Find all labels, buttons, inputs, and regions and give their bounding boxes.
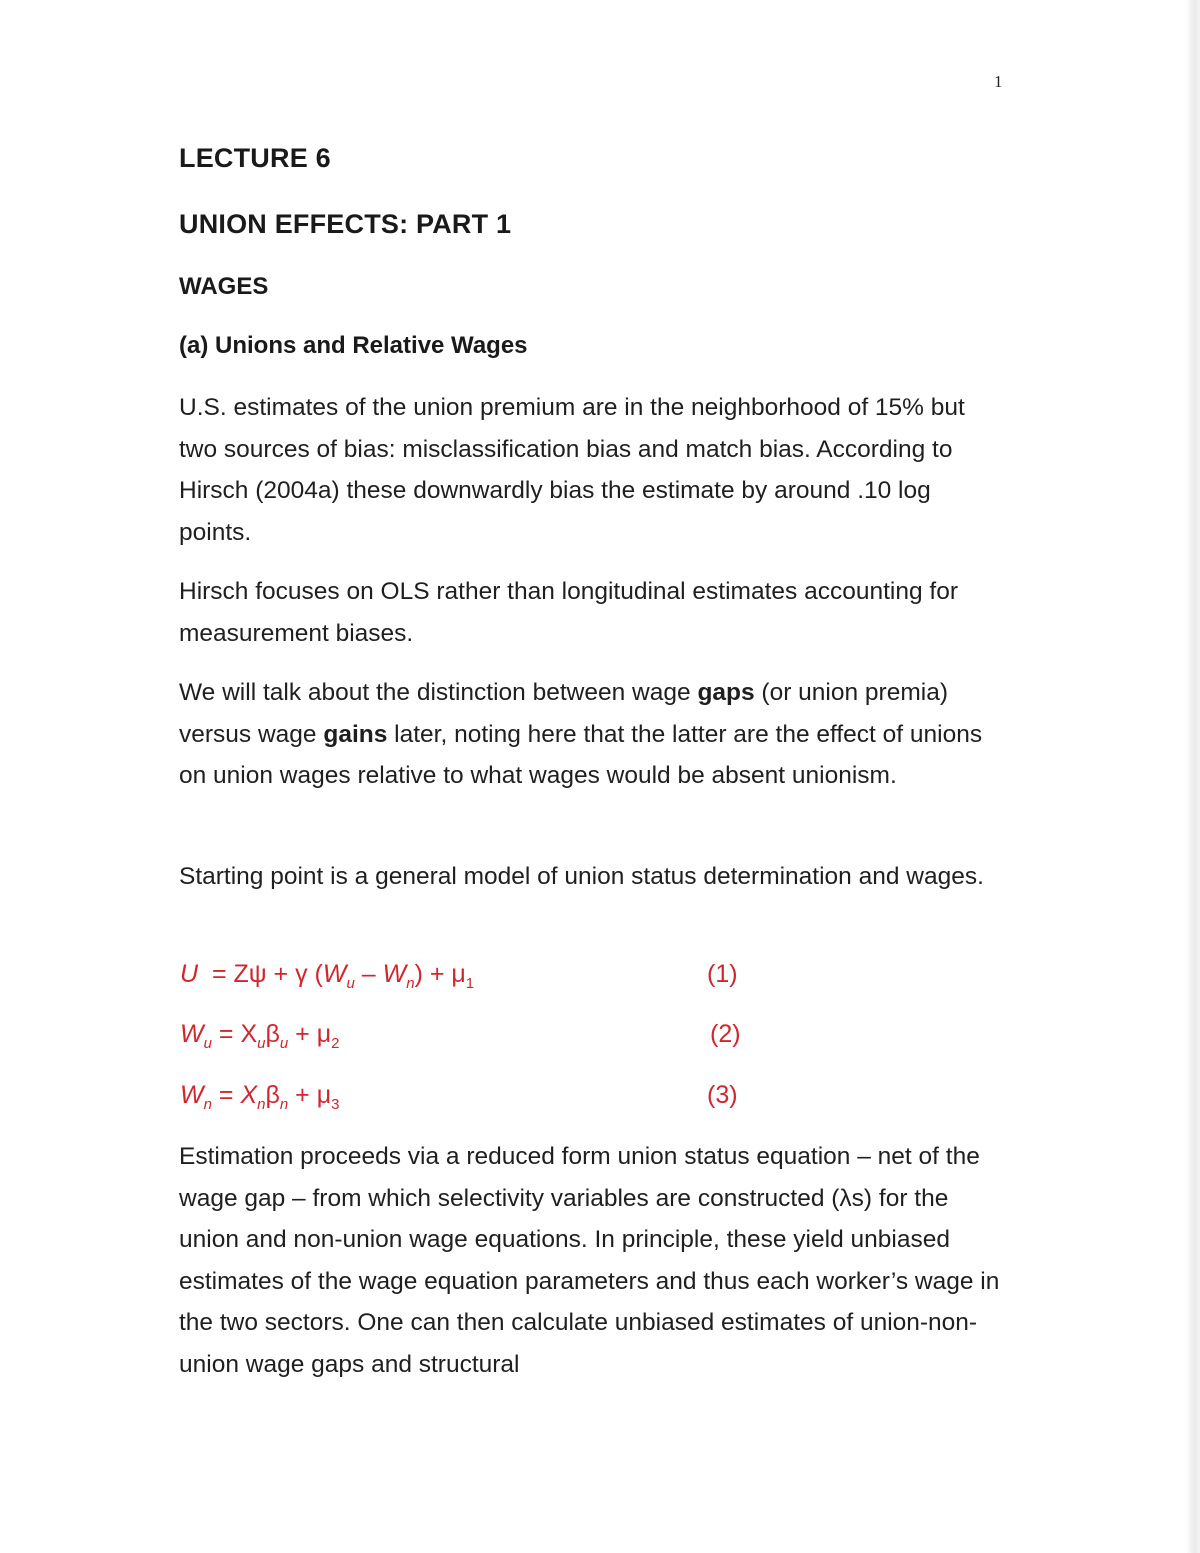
equation-number-2: (2) <box>710 1020 741 1048</box>
paragraph-starting-point: Starting point is a general model of union status determination and wages. <box>179 863 984 890</box>
page-edge <box>1186 0 1200 1553</box>
equation-number-3: (3) <box>707 1081 738 1109</box>
equation-3: $W_n = X_n\beta_n + \mu_3$ <box>180 1081 340 1113</box>
title-heading: UNION EFFECTS: PART 1 <box>179 209 512 239</box>
subsection-heading: (a) Unions and Relative Wages <box>179 332 528 359</box>
p3-bold-gaps: gaps <box>697 679 755 706</box>
page-number: 1 <box>994 72 1003 91</box>
equation-1: U = Zψ + γ $(W_u - W_n) + \mu_1$ <box>180 960 475 992</box>
lecture-heading: LECTURE 6 <box>179 143 331 173</box>
section-heading: WAGES <box>179 273 269 300</box>
paragraph-hirsch-ols: Hirsch focuses on OLS rather than longitudinal estimates accounting for measurement biases. <box>179 578 958 647</box>
equation-number-1: (1) <box>707 960 738 988</box>
p3-text-3: later, noting here that the latter are the effect of unions on union wages relative to what wages would be absent unionism. <box>179 720 983 789</box>
paragraph-estimation: Estimation proceeds via a reduced form union status equation – net of the wage gap – from which selectivity variables are constructed (λs) for the union and non-union wage equations. In principle, these yield unbiased estimates of the wage equation parameters and thus each worker’s wage in the two sectors. One can then calculate unbiased estimates of union-non-union wage gaps and structural <box>179 1143 1000 1378</box>
p3-text-2: (or union premia) versus wage <box>179 679 948 748</box>
equation-2: $W_u = X_u\beta_u + \mu_2$ <box>180 1020 340 1052</box>
paragraph-gaps-gains <box>179 672 1009 797</box>
p3-bold-gains: gains <box>323 720 388 748</box>
paragraph-union-premium: U.S. estimates of the union premium are in the neighborhood of 15% but two sources of bias: misclassification bias and match bias. According to Hirsch (2004a) these downwardly bias the estimate by around .10 log points. <box>179 394 965 546</box>
p3-text-1: We will talk about the distinction between wage <box>179 679 698 706</box>
